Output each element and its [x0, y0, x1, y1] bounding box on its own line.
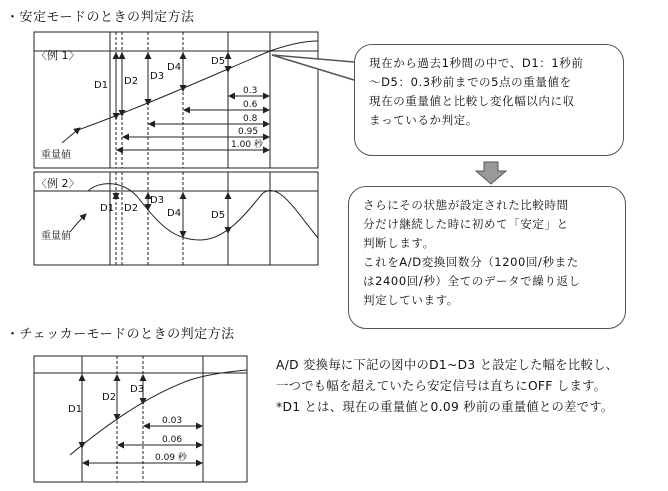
d4-label: D4: [167, 62, 182, 73]
weight-label: 重量値: [41, 231, 71, 242]
description-line: 一つでも幅を超えていたら安定信号は直ちにOFF します。: [276, 379, 607, 393]
d3-label: D3: [150, 71, 165, 82]
d4-label: D4: [167, 208, 182, 219]
tick-label: 0.09 秒: [155, 453, 187, 463]
section2-title: ・チェッカーモードのときの判定方法: [6, 327, 235, 342]
description-line: *D1 とは、現在の重量値と0.09 秒前の重量値との差です。: [276, 400, 614, 414]
tick-label: 0.03: [162, 416, 183, 426]
tick-label: 0.6: [243, 100, 258, 110]
d2-label: D2: [102, 392, 117, 403]
d5-label: D5: [211, 56, 226, 67]
callout-line: これをA/D変換回数分（1200回/秒また: [363, 255, 579, 269]
checker-diagram: [34, 356, 247, 482]
tick-label: 0.8: [243, 114, 258, 124]
weight-label: 重量値: [41, 150, 71, 161]
callout-pointer: [272, 55, 354, 80]
tick-label: 0.06: [162, 435, 183, 445]
tick-label: 0.95: [238, 127, 259, 137]
callout-line: 分だけ継続した時に初めて「安定」と: [363, 217, 569, 231]
d1-label: D1: [68, 404, 83, 415]
d1-label: D1: [94, 80, 109, 91]
callout-line: さらにその状態が設定された比較時間: [363, 198, 569, 212]
section1-title: ・安定モードのときの判定方法: [6, 10, 195, 25]
callout-line: 判断します。: [363, 236, 435, 250]
d3-label: D3: [150, 195, 165, 206]
explanation-callout-1: [354, 44, 624, 156]
tick-label: 0.3: [243, 86, 258, 96]
checker-description: [276, 355, 618, 418]
callout-line: 現在の重量値と比較し変化幅以内に収: [369, 94, 575, 108]
callout-line: は2400回/秒）全てのデータで繰り返し: [363, 274, 581, 288]
d2-label: D2: [124, 203, 139, 214]
d1-label: D1: [100, 203, 115, 214]
d3-label: D3: [130, 384, 145, 395]
down-arrow-icon: [476, 162, 506, 184]
d5-label: D5: [211, 210, 226, 221]
callout-line: ～D5：0.3秒前までの5点の重量値を: [369, 75, 572, 89]
tick-label: 1.00 秒: [231, 140, 263, 150]
description-line: A/D 変換毎に下記の図中のD1~D3 と設定した幅を比較し、: [276, 358, 619, 372]
example2-label: 〈例 2〉: [36, 177, 80, 190]
callout-line: 判定しています。: [363, 293, 459, 307]
callout-line: 現在から過去1秒間の中で、D1：1秒前: [369, 56, 584, 70]
explanation-callout-2: [348, 186, 626, 329]
d2-label: D2: [124, 76, 139, 87]
example1-label: 〈例 1〉: [36, 49, 80, 62]
callout-line: まっているか判定。: [369, 113, 478, 127]
